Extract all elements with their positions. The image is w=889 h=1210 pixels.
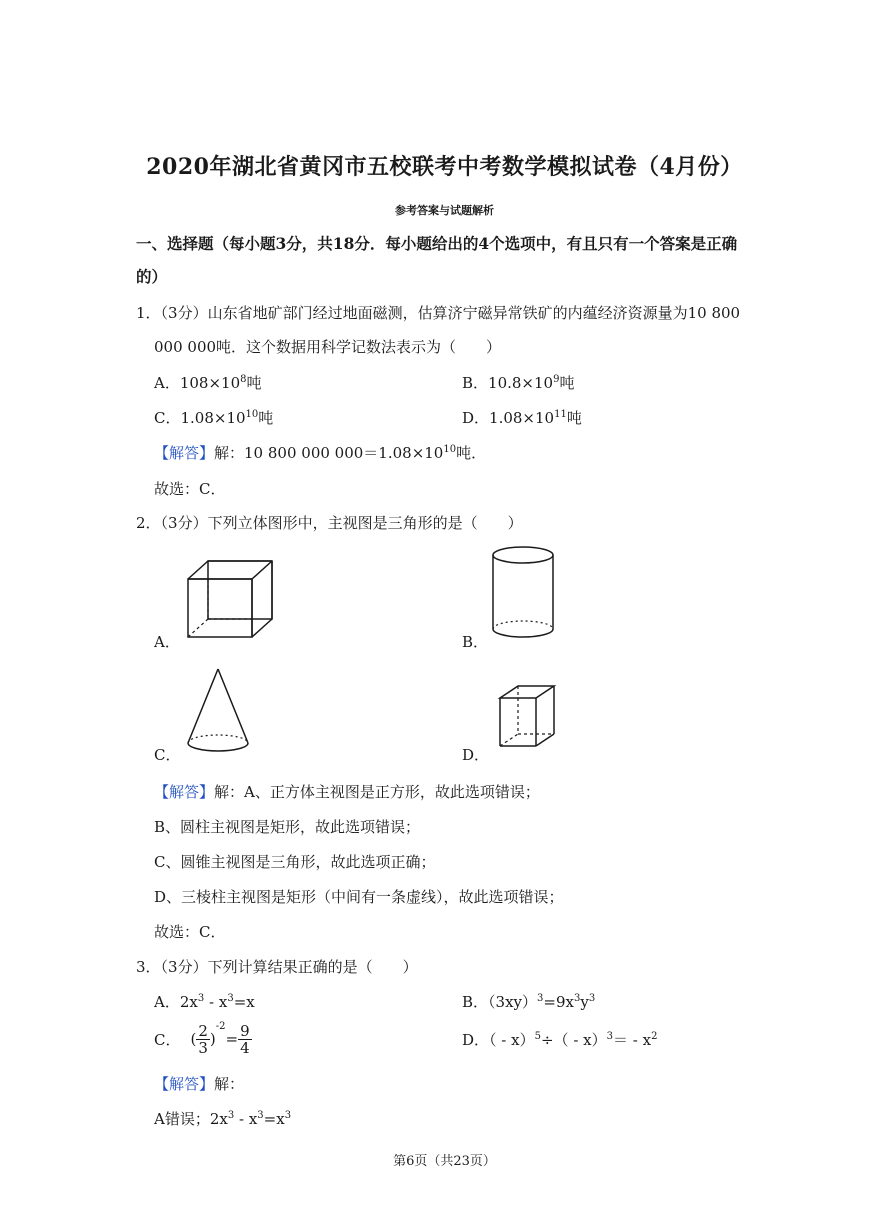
q1-option-c: C．$1.08\times 10^{10}$吨 (154, 409, 274, 427)
cube-figure (184, 557, 278, 641)
q1-stem: 1．（3分）山东省地矿部门经过地面磁测，估算济宁磁异常铁矿的内蕴经济资源量为10 800 (136, 304, 741, 322)
q3-answer: 【解答】解： (154, 1075, 245, 1093)
q2-answer-line: D、三棱柱主视图是矩形（中间有一条虚线），故此选项错误； (154, 888, 564, 906)
q3-stem: 3．（3分）下列计算结果正确的是（ ） (136, 958, 418, 976)
fraction: $\frac{9}{4}$ (240, 1021, 250, 1057)
cone-figure (185, 666, 251, 758)
q2-choice: 故选：C． (154, 923, 226, 941)
q2-answer-line: B、圆柱主视图是矩形，故此选项错误； (154, 818, 421, 836)
section-heading: 一、选择题（每小题3分，共18分．每小题给出的4个选项中，有且只有一个答案是正确 (136, 234, 738, 253)
answer-tag: 【解答】 (154, 1075, 215, 1093)
q2-label-d: D． (462, 746, 490, 764)
q2-label-a: A． (154, 633, 180, 651)
section-heading-cont: 的） (136, 267, 168, 286)
q1-choice: 故选：C． (154, 480, 226, 498)
page-subtitle: 参考答案与试题解析 (395, 204, 494, 217)
q1-option-b: B．$10.8\times 10^9$吨 (462, 374, 575, 392)
q3-option-a: A．$2x^3 - x^3=x$ (154, 993, 255, 1011)
q2-label-b: B． (462, 633, 489, 651)
q1-stem-cont: 000 000吨．这个数据用科学记数法表示为（ ） (154, 338, 502, 356)
q2-stem: 2．（3分）下列立体图形中，主视图是三角形的是（ ） (136, 514, 523, 532)
fraction: $\frac{2}{3}$ (198, 1021, 208, 1057)
answer-tag: 【解答】 (154, 783, 215, 801)
q1-option-d: D．$1.08\times 10^{11}$吨 (462, 409, 582, 427)
q3-option-b: B．$(3xy)^3=9x^3y^3$ (462, 993, 596, 1011)
cylinder-figure (490, 544, 556, 644)
q3-option-c: C． ( $\frac{2}{3}$ ) -2 = $\frac{9}{4}$ (154, 1021, 250, 1057)
page-title: 2020年湖北省黄冈市五校联考中考数学模拟试卷（4月份） (146, 154, 743, 180)
q2-label-c: C． (154, 746, 181, 764)
q1-answer: 【解答】解：10 800 000 $000=1.08\times 10^{10}$吨． (154, 444, 487, 462)
q3-answer-line: A错误；$2x^3 - x^3=x^3$ (154, 1110, 292, 1128)
q2-answer-line: C、圆锥主视图是三角形，故此选项正确； (154, 853, 436, 871)
page-footer: 第6页（共23页） (393, 1154, 496, 1169)
q3-option-d: D．（ - $x)^5\div( - x)^3= - x^2$ (462, 1031, 658, 1049)
answer-tag: 【解答】 (154, 444, 215, 462)
q2-answer: 【解答】解：A、正方体主视图是正方形，故此选项错误； (154, 783, 540, 801)
triangular-prism-figure (496, 682, 560, 752)
q1-option-a: A．$108\times 10^8$吨 (154, 374, 262, 392)
